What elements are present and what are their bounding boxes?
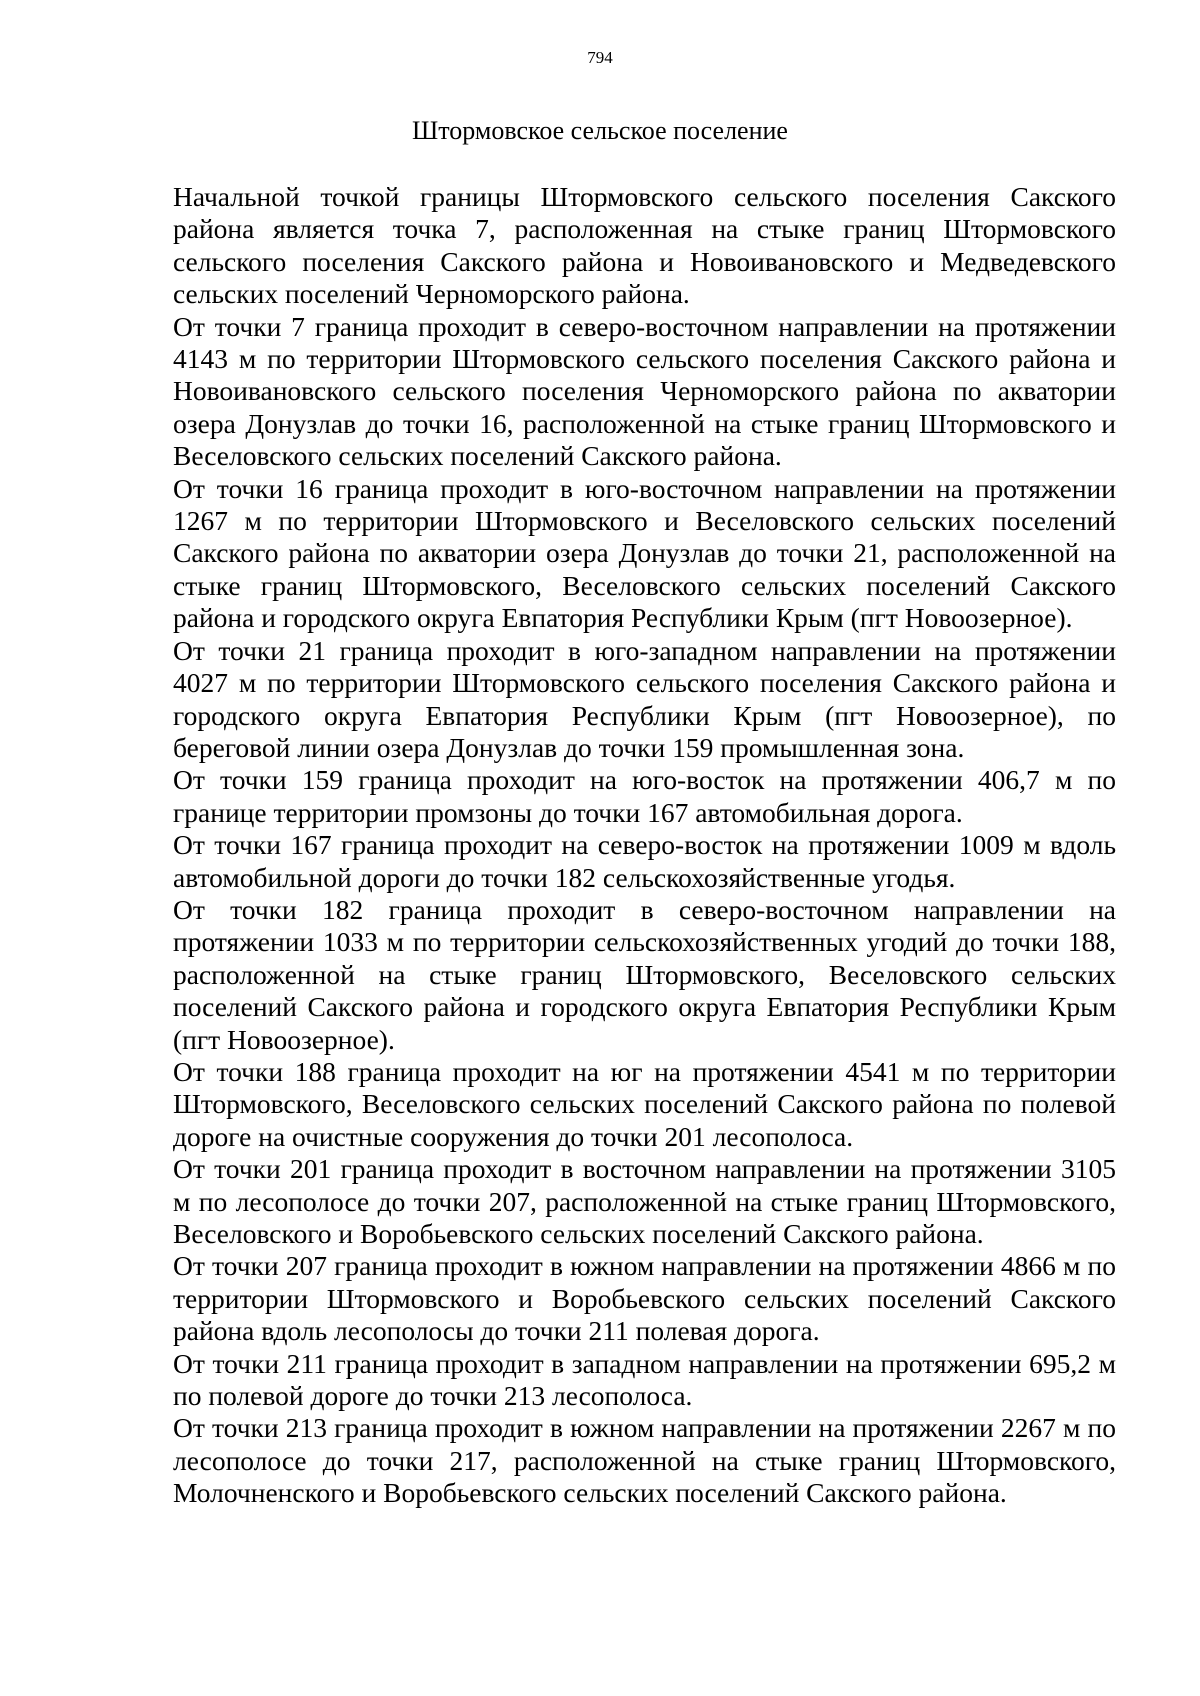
paragraph: От точки 211 граница проходит в западном направлении на протяжении 695,2 м по полевой дороге до точки 213 лесополоса. [173, 1347, 1116, 1412]
paragraph: От точки 188 граница проходит на юг на протяжении 4541 м по территории Штормовского, Веселовского сельских поселений Сакского района по полевой дороге на очистные сооружения до точки 201 лесополоса. [173, 1055, 1116, 1152]
paragraph: От точки 213 граница проходит в южном направлении на протяжении 2267 м по лесополосе до точки 217, расположенной на стыке границ Штормовского, Молочненского и Воробьевского сельских поселений Сакского района. [173, 1412, 1116, 1509]
paragraph: От точки 16 граница проходит в юго-восточном направлении на протяжении 1267 м по территории Штормовского и Веселовского сельских поселений Сакского района по акватории озера Донузлав до точки 21, расположенной на стыке границ Штормовского, Веселовского сельских поселений Сакского района и городского округа Евпатория Республики Крым (пгт Новоозерное). [173, 472, 1116, 634]
boundary-description [173, 181, 1116, 1510]
page-number: 794 [587, 48, 613, 67]
paragraph: От точки 201 граница проходит в восточном направлении на протяжении 3105 м по лесополосе до точки 207, расположенной на стыке границ Штормовского, Веселовского и Воробьевского сельских поселений Сакского района. [173, 1153, 1116, 1249]
paragraph: От точки 21 граница проходит в юго-западном направлении на протяжении 4027 м по территории Штормовского сельского поселения Сакского района и городского округа Евпатория Республики Крым (пгт Новоозерное), по береговой линии озера Донузлав до точки 159 промышленная зона. [173, 634, 1116, 763]
section-title: Штормовское сельское поселение [412, 116, 788, 145]
paragraph: От точки 159 граница проходит на юго-восток на протяжении 406,7 м по границе территории промзоны до точки 167 автомобильная дорога. [173, 764, 1116, 828]
paragraph: Начальной точкой границы Штормовского сельского поселения Сакского района является точка 7, расположенная на стыке границ Штормовского сельского поселения Сакского района и Новоивановского и Медведевского сельских поселений Черноморского района. [173, 181, 1116, 310]
paragraph: От точки 207 граница проходит в южном направлении на протяжении 4866 м по территории Штормовского и Воробьевского сельских поселений Сакского района вдоль лесополосы до точки 211 полевая дорога. [173, 1250, 1116, 1347]
paragraph: От точки 182 граница проходит в северо-восточном направлении на протяжении 1033 м по территории сельскохозяйственных угодий до точки 188, расположенной на стыке границ Штормовского, Веселовского сельских поселений Сакского района и городского округа Евпатория Республики Крым (пгт Новоозерное). [173, 893, 1116, 1055]
paragraph: От точки 167 граница проходит на северо-восток на протяжении 1009 м вдоль автомобильной дороги до точки 182 сельскохозяйственные угодья. [173, 829, 1116, 893]
paragraph: От точки 7 граница проходит в северо-восточном направлении на протяжении 4143 м по территории Штормовского сельского поселения Сакского района и Новоивановского сельского поселения Черноморского района по акватории озера Донузлав до точки 16, расположенной на стыке границ Штормовского и Веселовского сельских поселений Сакского района. [173, 310, 1116, 472]
